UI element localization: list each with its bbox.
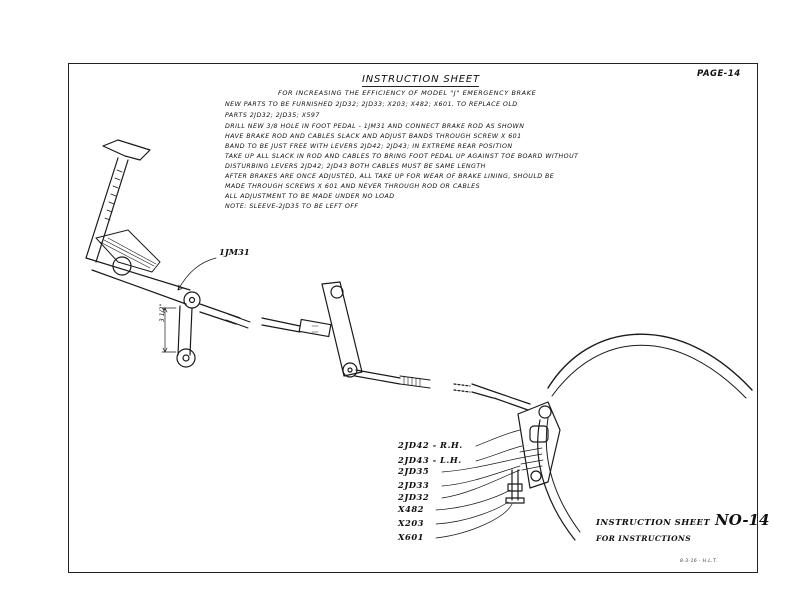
brake-rod-front: [200, 304, 331, 337]
part-label: 2JD32: [398, 492, 430, 502]
instruction-line: MADE THROUGH SCREWS X 601 AND NEVER THROUGH ROD OR CABLES: [225, 183, 481, 190]
part-label: 2JD35: [398, 466, 430, 476]
brake-lever-assembly: [506, 402, 560, 503]
instruction-line: NOTE: SLEEVE-2JD35 TO BE LEFT OFF: [225, 203, 359, 210]
part-label: X601: [398, 532, 424, 542]
instruction-line: DISTURBING LEVERS 2JD42; 2JD43 BOTH CABLES MUST BE SAME LENGTH: [225, 163, 486, 170]
part-label: 2JD42 - R.H.: [398, 440, 463, 450]
brake-rod-rear: [355, 370, 530, 410]
callout-leader: [178, 258, 216, 290]
footer-title: INSTRUCTION SHEET: [596, 518, 711, 528]
brake-drum: [538, 334, 752, 540]
sheet-subtitle: FOR INCREASING THE EFFICIENCY OF MODEL "J" EMERGENCY BRAKE: [278, 89, 537, 97]
part-label: X203: [398, 518, 424, 528]
instruction-line: TAKE UP ALL SLACK IN ROD AND CABLES TO BRING FOOT PEDAL UP AGAINST TOE BOARD WITHOUT: [225, 153, 579, 160]
instruction-line: NEW PARTS TO BE FURNISHED 2JD32; 2JD33; X203; X482; X601. TO REPLACE OLD: [225, 101, 518, 108]
instruction-line: ALL ADJUSTMENT TO BE MADE UNDER NO LOAD: [225, 193, 395, 200]
date-mark: 8-3-16 · H.L.T.: [680, 559, 718, 564]
footer-number: NO-14: [715, 511, 770, 529]
part-label: 2JD43 - L.H.: [398, 455, 462, 465]
part-label: 2JD33: [398, 480, 430, 490]
footer-subtitle: FOR INSTRUCTIONS: [596, 534, 692, 543]
callout-1jm31: 1JM31: [219, 247, 250, 257]
instruction-line: HAVE BRAKE ROD AND CABLES SLACK AND ADJUST BANDS THROUGH SCREW X 601: [225, 133, 522, 140]
dimension-label: 3 1/2": [159, 303, 166, 322]
instruction-line: BAND TO BE JUST FREE WITH LEVERS 2JD42; 2JD43; IN EXTREME REAR POSITION: [225, 143, 513, 150]
instruction-line: AFTER BRAKES ARE ONCE ADJUSTED, ALL TAKE UP FOR WEAR OF BRAKE LINING, SHOULD BE: [225, 173, 555, 180]
sheet-title: INSTRUCTION SHEET: [362, 74, 480, 85]
foot-pedal-lever: [86, 140, 200, 367]
instruction-line: DRILL NEW 3/8 HOLE IN FOOT PEDAL - 1JM31 AND CONNECT BRAKE ROD AS SHOWN: [225, 123, 525, 130]
instruction-line: PARTS 2JD32; 2JD35; X597: [225, 112, 320, 119]
page-label: PAGE-14: [697, 69, 741, 79]
intermediate-lever: [322, 282, 362, 377]
part-label: X482: [398, 504, 424, 514]
